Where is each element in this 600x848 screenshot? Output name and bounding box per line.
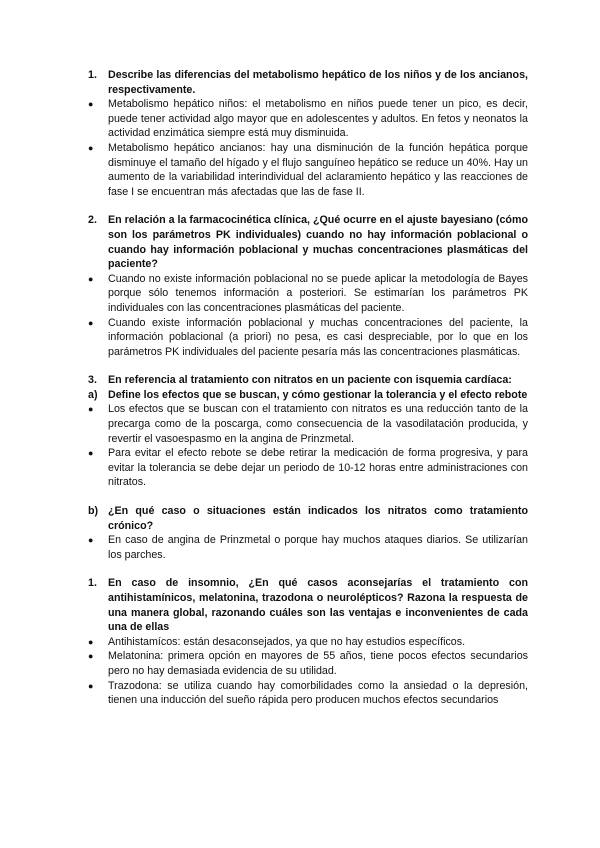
question-number: 1. bbox=[88, 577, 97, 590]
subquestion-text: ¿En qué caso o situaciones están indicados los nitratos como tratamiento crónico? bbox=[108, 505, 528, 532]
list-item: ● Metabolismo hepático niños: el metabolismo en niños puede tener un pico, es decir, puede tener actividad algo mayor que en adolescentes y adultos. En fetos y neonatos la actividad enzimática siempre está muy disminuida. bbox=[88, 98, 528, 140]
bullet-icon: ● bbox=[88, 651, 94, 662]
question-2 bbox=[88, 213, 528, 271]
bullet-icon: ● bbox=[88, 273, 94, 284]
bullet-icon: ● bbox=[88, 448, 94, 459]
bullet-icon: ● bbox=[88, 317, 94, 328]
list-item: ● Melatonina: primera opción en mayores de 55 años, tiene pocos efectos secundarios pero no hay demasiada evidencia de su utilidad. bbox=[88, 650, 528, 677]
subquestion-text: Define los efectos que se buscan, y cómo gestionar la tolerancia y el efecto rebote bbox=[108, 388, 528, 401]
question-1 bbox=[88, 68, 528, 97]
question-text: En referencia al tratamiento con nitratos en un paciente con isquemia cardíaca: bbox=[108, 374, 512, 387]
bullet-icon: ● bbox=[88, 535, 94, 546]
question-number: 3. bbox=[88, 374, 97, 387]
bullet-icon: ● bbox=[88, 680, 94, 691]
list-item: ● Los efectos que se buscan con el tratamiento con nitratos es una reducción tanto de la precarga como de la poscarga, como consecuencia de la vasodilatación producida, y revertir el vasoespasmo en la angina de Prinzmetal. bbox=[88, 403, 528, 445]
bullet-icon: ● bbox=[88, 404, 94, 415]
subquestion-label: a) bbox=[88, 388, 98, 401]
bullet-icon: ● bbox=[88, 636, 94, 647]
subquestion-b bbox=[88, 504, 528, 533]
question-number: 2. bbox=[88, 214, 97, 227]
question-3 bbox=[88, 373, 528, 388]
answer-list-4 bbox=[88, 635, 528, 708]
question-4 bbox=[88, 576, 528, 634]
question-text: En relación a la farmacocinética clínica, ¿Qué ocurre en el ajuste bayesiano (cómo son los parámetros PK individuales) cuando no hay información poblacional o cuando hay información poblacional y muchas concentraciones plasmáticas del paciente? bbox=[108, 214, 528, 271]
question-text: En caso de insomnio, ¿En qué casos aconsejarías el tratamiento con antihistamínicos, melatonina, trazodona o neurolépticos? Razona la respuesta de una manera global, razonando cuáles son las ventajas e inconvenientes de cada una de ellas bbox=[108, 577, 528, 634]
question-number: 1. bbox=[88, 69, 97, 81]
list-item: ● Cuando existe información poblacional y muchas concentraciones del paciente, la información poblacional (a priori) no pesa, es casi despreciable, por lo que en los parámetros PK individuales del paciente pesaría más las concentraciones plasmáticas. bbox=[88, 316, 528, 358]
answer-list-2 bbox=[88, 272, 528, 360]
list-item: ● Antihistamícos: están desaconsejados, ya que no hay estudios específicos. bbox=[88, 635, 466, 648]
list-item: ● Metabolismo hepático ancianos: hay una disminución de la función hepática porque disminuye el tamaño del hígado y el flujo sanguíneo hepático se reduce un 40%. Hay un aumento de la variabilidad interindividual del aclaramiento hepático y las reacciones de fase I se encuentran más afectadas que las de fase II. bbox=[88, 141, 528, 198]
subquestion-label: b) bbox=[88, 505, 99, 518]
bullet-icon: ● bbox=[88, 99, 94, 110]
list-item: ● Trazodona: se utiliza cuando hay comorbilidades como la ansiedad o la depresión, tienen una inducción del sueño rápida pero producen muchos efectos secundarios bbox=[88, 679, 528, 707]
list-item: ● Cuando no existe información poblacional no se puede aplicar la metodología de Bayes porque sólo tenemos información a posteriori. Se estimarían los parámetros PK individuales con las concentraciones plasmáticas del paciente. bbox=[88, 272, 528, 314]
answer-list-3b bbox=[88, 533, 528, 562]
answer-list-1 bbox=[88, 97, 528, 199]
subquestion-a bbox=[88, 388, 528, 403]
question-text: Describe las diferencias del metabolismo hepático de los niños y de los ancianos, respectivamente. bbox=[108, 69, 528, 96]
list-item: ● Para evitar el efecto rebote se debe retirar la medicación de forma progresiva, y para evitar la tolerancia se debe dejar un periodo de 10-12 horas entre administraciones con nitratos. bbox=[88, 447, 528, 489]
bullet-icon: ● bbox=[88, 142, 94, 153]
list-item: ● En caso de angina de Prinzmetal o porque hay muchos ataques diarios. Se utilizarían los parches. bbox=[88, 534, 528, 561]
answer-list-3a bbox=[88, 402, 528, 490]
